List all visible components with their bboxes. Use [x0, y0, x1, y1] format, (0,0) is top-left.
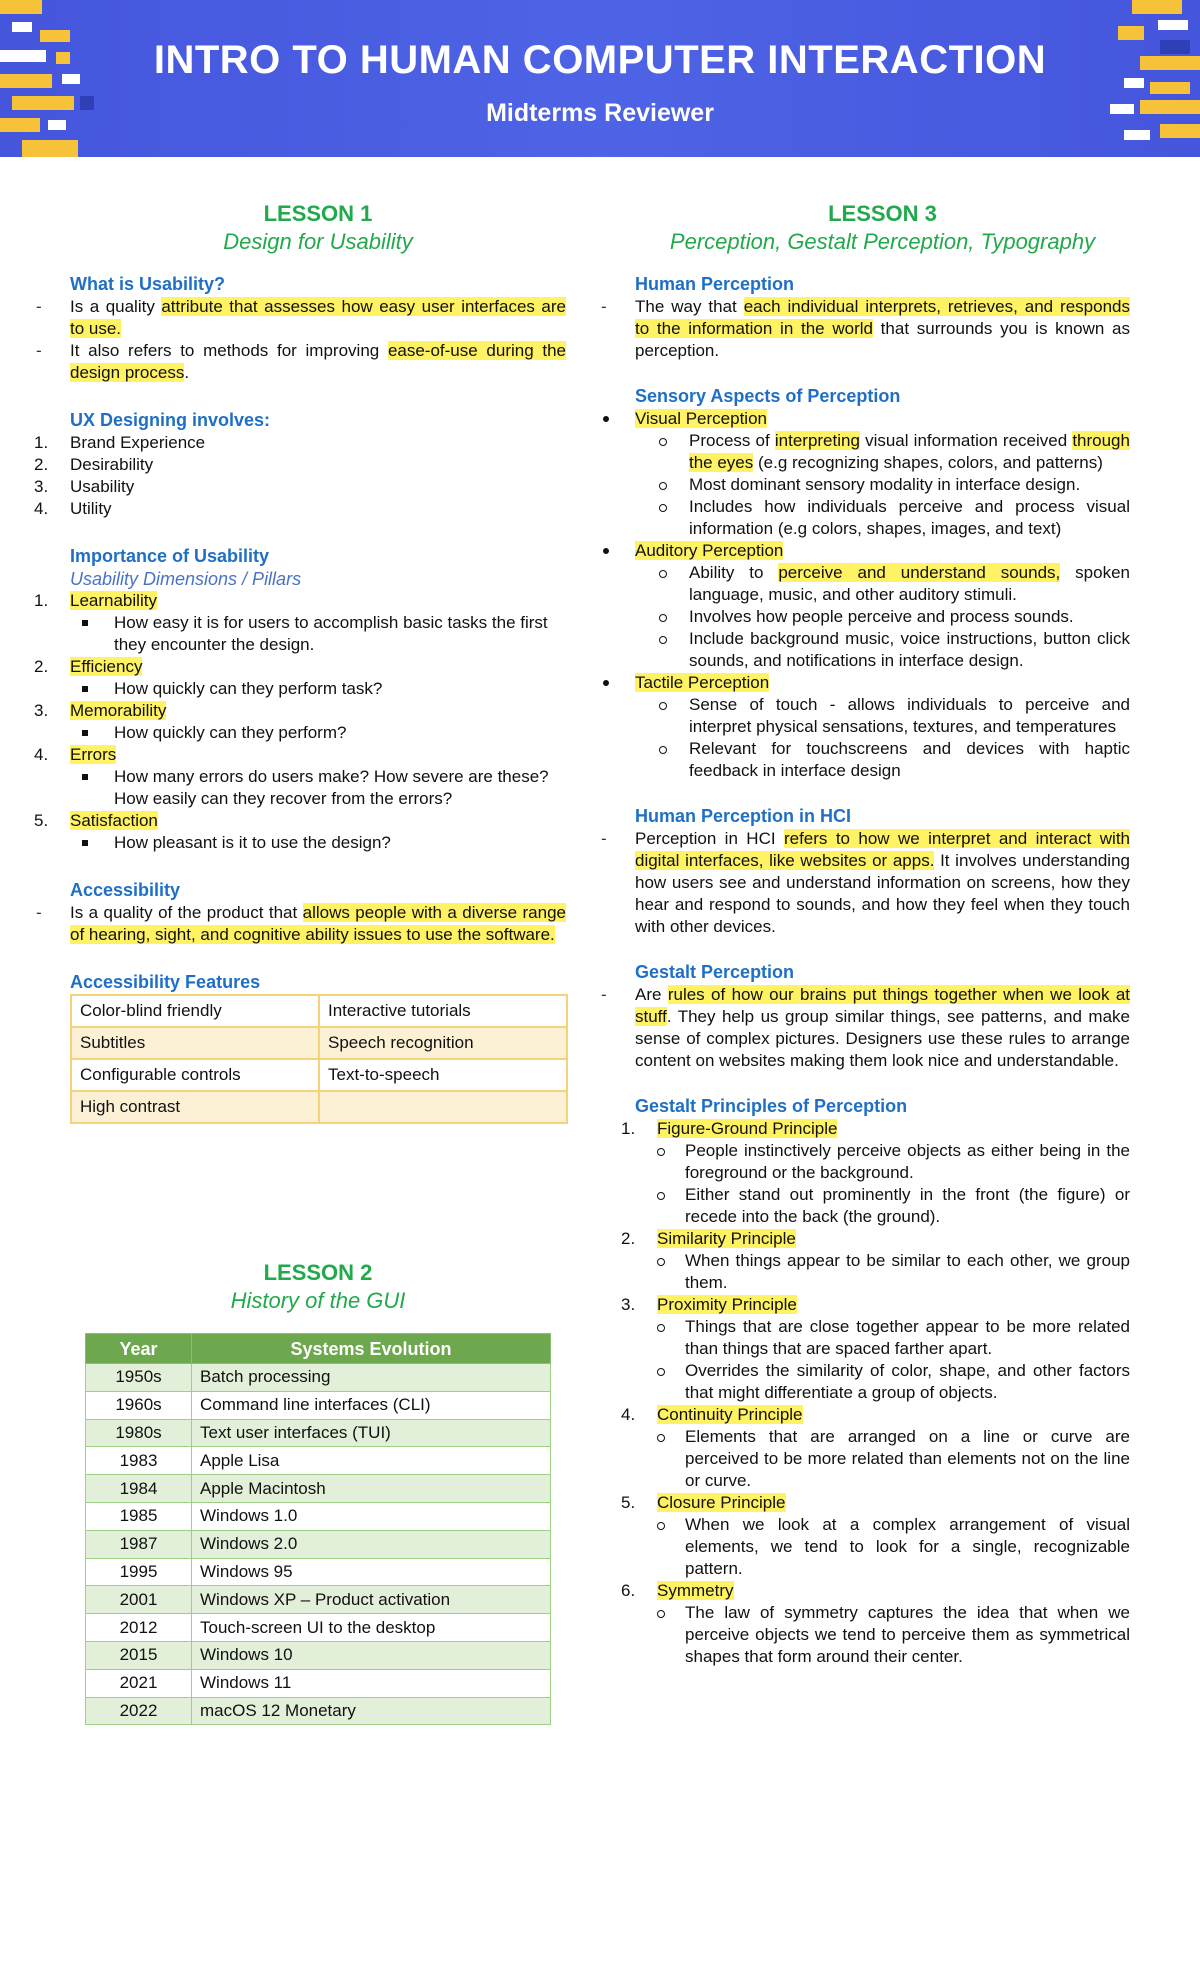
table-row: [71, 1091, 567, 1123]
page-subtitle: Midterms Reviewer: [486, 99, 714, 127]
list-subitem: How many errors do users make? How severe are these? How easily can they recover from the errors?: [0, 766, 566, 810]
hci-list: [565, 828, 1130, 938]
table-row: 1987 Windows 2.0: [86, 1530, 551, 1558]
list-subitem: Either stand out prominently in the front (the figure) or recede into the back (the ground).: [587, 1184, 1130, 1228]
list-item: 5. Satisfaction How pleasant is it to use the design?: [0, 810, 566, 854]
list-subitem: Things that are close together appear to be more related than things that are spaced farther apart.: [587, 1316, 1130, 1360]
page-title: INTRO TO HUMAN COMPUTER INTERACTION: [153, 38, 1047, 82]
table-header-row: [86, 1334, 551, 1364]
list-subitem: Relevant for touchscreens and devices with haptic feedback in interface design: [565, 738, 1130, 782]
list-item: 4. Errors How many errors do users make? How severe are these? How easily can they recover from the errors?: [0, 744, 566, 810]
list-subitem: When we look at a complex arrangement of visual elements, we tend to look for a single, recognizable pattern.: [587, 1514, 1130, 1580]
table-cell: High contrast: [71, 1091, 319, 1123]
list-item: 1. Brand Experience: [34, 433, 206, 452]
table-cell: [319, 1091, 567, 1123]
lesson-title: Design for Usability: [223, 229, 413, 254]
table-row: 1985 Windows 1.0: [86, 1502, 551, 1530]
table-cell: Interactive tutorials: [319, 995, 567, 1027]
list-item: - The way that each individual interprets, retrieves, and responds to the information in the world that surrounds you is known as perception.: [565, 296, 1130, 362]
table-row: [71, 995, 567, 1027]
table-row: 1960s Command line interfaces (CLI): [86, 1391, 551, 1419]
ux-list: [0, 432, 566, 520]
list-item: Visual Perception Process of interpreting visual information received through the eyes (e.g recognizing shapes, colors, and patterns) Most dominant sensory modality in interface design. Includes how individuals perceive and process visual information (e.g colors, shapes, images, and text): [565, 408, 1130, 540]
pixel-decoration: [22, 140, 78, 157]
section-heading: Accessibility: [70, 880, 181, 900]
list-item: 1. Figure-Ground Principle People instinctively perceive objects as either being in the foreground or the background. Either stand out prominently in the front (the figure) or recede into the back (the ground).: [587, 1118, 1130, 1228]
list-subitem: Elements that are arranged on a line or curve are perceived to be more related than elements not on the line or curve.: [587, 1426, 1130, 1492]
list-item: - Is a quality of the product that allows people with a diverse range of hearing, sight, and cognitive ability issues to use the software.: [0, 902, 566, 946]
list-item: 3. Usability: [34, 477, 135, 496]
list-subitem: How quickly can they perform?: [0, 722, 566, 744]
table-row: 1995 Windows 95: [86, 1558, 551, 1586]
list-item: 4. Utility: [34, 499, 112, 518]
list-item: 2. Similarity Principle When things appear to be similar to each other, we group them.: [587, 1228, 1130, 1294]
list-item: 3. Memorability How quickly can they perform?: [0, 700, 566, 744]
list-item: 5. Closure Principle When we look at a complex arrangement of visual elements, we tend to look for a single, recognizable pattern.: [587, 1492, 1130, 1580]
list-item: 1. Learnability How easy it is for users to accomplish basic tasks the first they encounter the design.: [0, 590, 566, 656]
table-cell: Configurable controls: [71, 1059, 319, 1091]
list-item: 2. Desirability: [34, 455, 154, 474]
table-cell: Subtitles: [71, 1027, 319, 1059]
pixel-decoration: [1124, 130, 1150, 140]
table-row: 1984 Apple Macintosh: [86, 1475, 551, 1503]
table-row: 2001 Windows XP – Product activation: [86, 1586, 551, 1614]
list-subitem: Sense of touch - allows individuals to perceive and interpret physical sensations, textures, and temperatures: [565, 694, 1130, 738]
column-header: Systems Evolution: [192, 1334, 551, 1364]
gestalt-principles-list: [587, 1118, 1130, 1668]
lesson-title: History of the GUI: [230, 1288, 406, 1313]
list-subitem: Includes how individuals perceive and process visual information (e.g colors, shapes, images, and text): [565, 496, 1130, 540]
accessibility-features-table: [70, 994, 568, 1124]
list-item: 4. Continuity Principle Elements that are arranged on a line or curve are perceived to be more related than elements not on the line or curve.: [587, 1404, 1130, 1492]
section-heading: Gestalt Perception: [635, 962, 795, 982]
list-subitem: How pleasant is it to use the design?: [0, 832, 566, 854]
list-item: 2. Efficiency How quickly can they perform task?: [0, 656, 566, 700]
list-subitem: People instinctively perceive objects as either being in the foreground or the background.: [587, 1140, 1130, 1184]
list-subitem: How easy it is for users to accomplish basic tasks the first they encounter the design.: [0, 612, 566, 656]
accessibility-list: [0, 902, 566, 946]
list-subitem: The law of symmetry captures the idea that when we perceive objects we tend to perceive them as symmetrical shapes that form around their center.: [587, 1602, 1130, 1668]
list-item: Auditory Perception Ability to perceive and understand sounds, spoken language, music, and other auditory stimuli. Involves how people perceive and process sounds. Include background music, voice instructions, button click sounds, and notifications in interface design.: [565, 540, 1130, 672]
pixel-decoration: [0, 0, 42, 14]
table-row: 2015 Windows 10: [86, 1641, 551, 1669]
section-subheading: Usability Dimensions / Pillars: [70, 569, 302, 589]
list-subitem: When things appear to be similar to each other, we group them.: [587, 1250, 1130, 1294]
list-item: - It also refers to methods for improving ease-of-use during the design process.: [0, 340, 566, 384]
pixel-decoration: [1132, 0, 1182, 14]
list-subitem: Overrides the similarity of color, shape, and other factors that might differentiate a group of objects.: [587, 1360, 1130, 1404]
list-subitem: Involves how people perceive and process sounds.: [565, 606, 1130, 628]
list-item: 6. Symmetry The law of symmetry captures the idea that when we perceive objects we tend to perceive them as symmetrical shapes that form around their center.: [587, 1580, 1130, 1668]
lesson-1-section: [34, 200, 567, 1124]
list-subitem: Ability to perceive and understand sounds, spoken language, music, and other auditory stimuli.: [565, 562, 1130, 606]
section-heading: Human Perception: [635, 274, 795, 294]
section-heading: Human Perception in HCI: [635, 806, 852, 826]
list-item: Tactile Perception Sense of touch - allows individuals to perceive and interpret physical sensations, textures, and temperatures Relevant for touchscreens and devices with haptic feedback in interface design: [565, 672, 1130, 782]
lesson-title: Perception, Gestalt Perception, Typography: [669, 229, 1096, 254]
lesson-3-section: [621, 200, 1130, 1668]
gui-history-table: [85, 1333, 551, 1725]
table-row: 2012 Touch-screen UI to the desktop: [86, 1614, 551, 1642]
table-row: [71, 1027, 567, 1059]
header-banner: [0, 0, 1200, 157]
pixel-decoration: [12, 22, 32, 32]
pixel-decoration: [1158, 20, 1188, 30]
table-row: [71, 1059, 567, 1091]
section-heading: What is Usability?: [70, 274, 226, 294]
lesson-label: LESSON 3: [828, 201, 937, 226]
table-cell: Text-to-speech: [319, 1059, 567, 1091]
table-row: 2021 Windows 11: [86, 1669, 551, 1697]
table-row: 1950s Batch processing: [86, 1364, 551, 1392]
section-heading: Accessibility Features: [70, 972, 261, 992]
table-row: 1980s Text user interfaces (TUI): [86, 1419, 551, 1447]
section-heading: UX Designing involves:: [70, 410, 271, 430]
pillars-list: [0, 590, 566, 854]
human-perception-list: [565, 296, 1130, 362]
table-row: 1983 Apple Lisa: [86, 1447, 551, 1475]
list-item: - Perception in HCI refers to how we interpret and interact with digital interfaces, like websites or apps. It involves understanding how users see and understand information on screens, how they hear and respond to sounds, and how they feel when they touch with other devices.: [565, 828, 1130, 938]
gestalt-list: [565, 984, 1130, 1072]
list-item: - Is a quality attribute that assesses how easy user interfaces are to use.: [0, 296, 566, 340]
section-heading: Sensory Aspects of Perception: [635, 386, 901, 406]
column-header: Year: [86, 1334, 192, 1364]
list-subitem: Most dominant sensory modality in interface design.: [565, 474, 1130, 496]
list-item: - Are rules of how our brains put things together when we look at stuff. They help us group similar things, see patterns, and make sense of complex pictures. Designers use these rules to arrange content on websites making them look nice and understandable.: [565, 984, 1130, 1072]
lesson-label: LESSON 1: [263, 201, 373, 226]
table-cell: Color-blind friendly: [71, 995, 319, 1027]
list-subitem: Process of interpreting visual information received through the eyes (e.g recognizing shapes, colors, and patterns): [565, 430, 1130, 474]
section-heading: Gestalt Principles of Perception: [635, 1096, 908, 1116]
list-subitem: How quickly can they perform task?: [0, 678, 566, 700]
usability-list: [0, 296, 566, 384]
list-subitem: Include background music, voice instructions, button click sounds, and notifications in interface design.: [565, 628, 1130, 672]
list-item: 3. Proximity Principle Things that are close together appear to be more related than things that are spaced farther apart. Overrides the similarity of color, shape, and other factors that might differentiate a group of objects.: [587, 1294, 1130, 1404]
lesson-2-section: [70, 1259, 566, 1725]
sensory-list: [565, 408, 1130, 782]
table-cell: Speech recognition: [319, 1027, 567, 1059]
table-row: 2022 macOS 12 Monetary: [86, 1697, 551, 1725]
section-heading: Importance of Usability: [70, 546, 270, 566]
lesson-label: LESSON 2: [263, 1260, 373, 1285]
